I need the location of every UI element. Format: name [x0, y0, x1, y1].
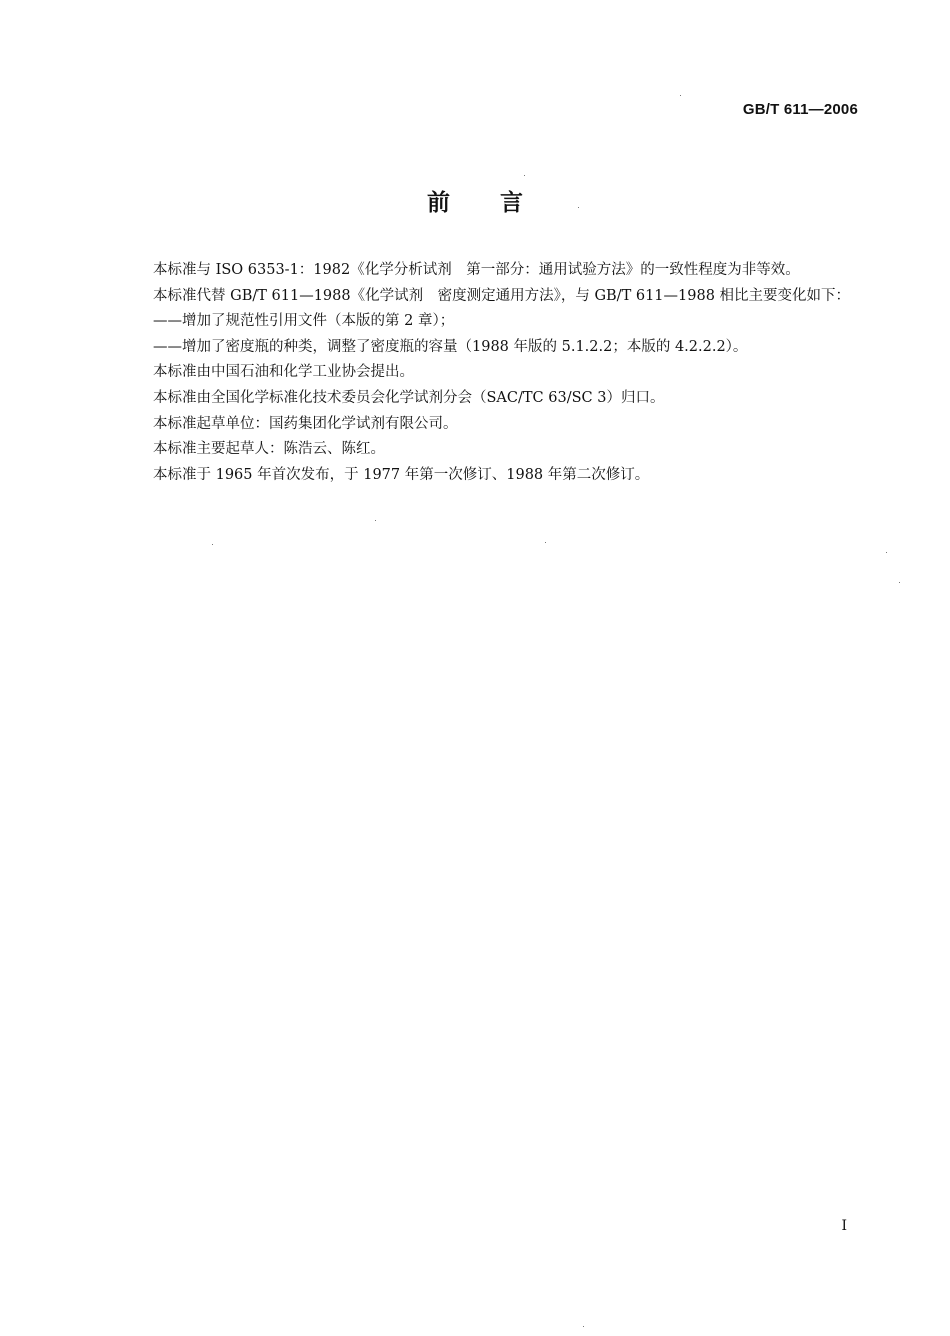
foreword-body [122, 258, 862, 488]
scan-speck [886, 552, 887, 553]
paragraph-equivalence: 本标准与 ISO 6353-1：1982《化学分析试剂 第一部分：通用试验方法》的一致性程度为非等效。 [153, 262, 800, 278]
scan-speck [578, 207, 579, 208]
scan-speck [680, 95, 681, 96]
scan-speck [375, 520, 376, 521]
paragraph-drafting-unit: 本标准起草单位：国药集团化学试剂有限公司。 [153, 415, 458, 432]
paragraph-replacement: 本标准代替 GB/T 611—1988《化学试剂 密度测定通用方法》，与 GB/T 611—1988 相比主要变化如下： [153, 287, 851, 304]
scan-speck [212, 544, 213, 545]
foreword-title: 前言 [427, 190, 573, 216]
scan-speck [524, 175, 525, 176]
change-item-references: ——增加了规范性引用文件（本版的第 2 章）； [153, 313, 455, 330]
paragraph-history: 本标准于 1965 年首次发布，于 1977 年第一次修订、1988 年第二次修订。 [153, 466, 650, 483]
page-number: I [841, 1218, 847, 1234]
paragraph-proposed-by: 本标准由中国石油和化学工业协会提出。 [153, 364, 414, 381]
change-item-bottles: ——增加了密度瓶的种类，调整了密度瓶的容量（1988 年版的 5.1.2.2；本版的 4.2.2.2）。 [153, 338, 748, 355]
scan-speck [583, 1326, 584, 1327]
paragraph-centralized: 本标准由全国化学标准化技术委员会化学试剂分会（SAC/TC 63/SC 3）归口。 [153, 389, 665, 406]
standard-number: GB/T 611—2006 [742, 101, 858, 118]
scan-speck [545, 542, 546, 543]
scan-speck [899, 582, 900, 583]
paragraph-drafters: 本标准主要起草人：陈浩云、陈红。 [153, 441, 385, 458]
